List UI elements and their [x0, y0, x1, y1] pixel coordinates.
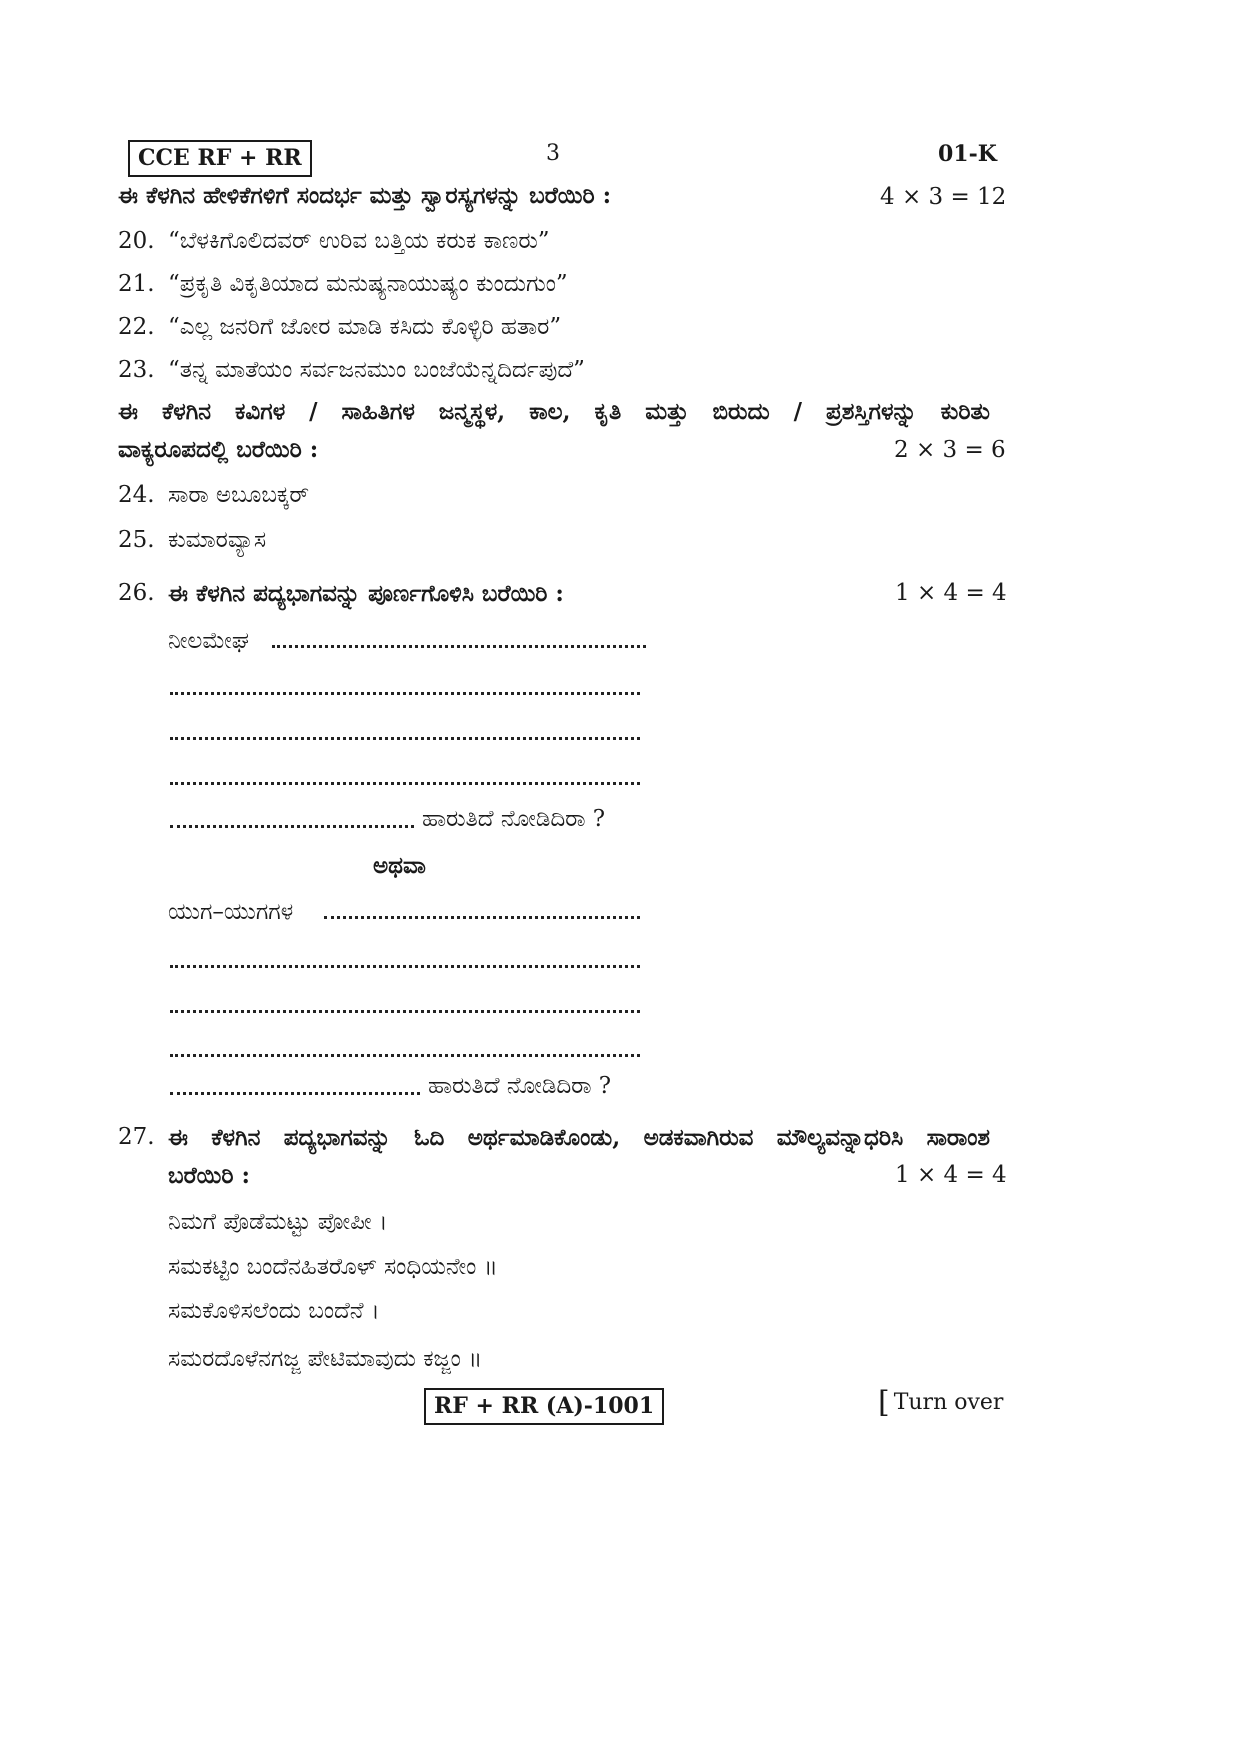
answer-blank	[170, 692, 640, 695]
question-number: 22.	[118, 314, 155, 340]
or-label: ಅಥವಾ	[373, 852, 426, 879]
bracket-glyph: [	[878, 1385, 890, 1420]
turn-over-note	[878, 1385, 1004, 1420]
poets-instruction-line2: ವಾಕ್ಯರೂಪದಲ್ಲಿ ಬರೆಯಿರಿ :	[118, 436, 319, 463]
poem-start-word: ನೀಲಮೇಘ	[168, 628, 250, 654]
poem-line: ಸಮರದೊಳೆನಗಜ್ಜ ಪೇಟಿಮಾವುದು ಕಜ್ಜಂ ॥	[168, 1346, 483, 1372]
poem-end-phrase: ಹಾರುತಿದೆ ನೋಡಿದಿರಾ ?	[422, 806, 606, 832]
question-text: ಸಾರಾ ಅಬೂಬಕ್ಕರ್	[168, 482, 310, 508]
turn-over-text: Turn over	[893, 1390, 1004, 1415]
question-text: “ತನ್ನ ಮಾತೆಯಂ ಸರ್ವಜನಮುಂ ಬಂಜೆಯೆನ್ನದಿರ್ದಪುದೆ”	[168, 357, 585, 383]
subject-code: 01-K	[938, 141, 997, 167]
question-text: “ಪ್ರಕೃತಿ ವಿಕೃತಿಯಾದ ಮನುಷ್ಯನಾಯುಷ್ಯಂ ಕುಂದುಗುಂ”	[168, 271, 568, 297]
answer-blank	[272, 645, 646, 648]
page-number: 3	[546, 141, 560, 166]
question-number: 27.	[118, 1124, 155, 1150]
question-number: 25.	[118, 527, 155, 553]
answer-blank	[324, 916, 640, 919]
paper-code-box: CCE RF + RR	[128, 140, 312, 177]
question-text: “ಬೆಳಕಿಗೊಲಿದವರ್ ಉರಿವ ಬತ್ತಿಯ ಕರುಕ ಕಾಣರು”	[168, 228, 550, 254]
question-text: “ಎಲ್ಲ ಜನರಿಗೆ ಜೋರ ಮಾಡಿ ಕಸಿದು ಕೊಳ್ಳಿರಿ ಹತಾರ”	[168, 314, 562, 340]
answer-blank	[170, 737, 640, 740]
answer-blank	[170, 782, 640, 785]
q27-instruction-line1: ಈ ಕೆಳಗಿನ ಪದ್ಯಭಾಗವನ್ನು ಓದಿ ಅರ್ಥಮಾಡಿಕೊಂಡು, ಅಡಕವಾಗಿರುವ ಮೌಲ್ಯವನ್ನಾಧರಿಸಿ ಸಾರಾಂಶ	[168, 1124, 990, 1151]
poem-line: ನಿಮಗೆ ಪೊಡೆಮಟ್ಟು ಪೋಪೀ ।	[168, 1209, 388, 1235]
question-number: 21.	[118, 271, 155, 297]
poem-line: ಸಮಕಟ್ಟಿಂ ಬಂದೆನಹಿತರೊಳ್ ಸಂಧಿಯನೇಂ ॥	[168, 1254, 498, 1280]
q27-marks: 1 × 4 = 4	[895, 1162, 1007, 1188]
question-number: 26.	[118, 580, 155, 606]
answer-blank	[170, 1092, 420, 1095]
question-number: 20.	[118, 228, 155, 254]
poets-marks: 2 × 3 = 6	[894, 437, 1006, 463]
poem-start-word: ಯುಗ–ಯುಗಗಳ	[168, 899, 294, 925]
answer-blank	[170, 1054, 640, 1057]
answer-blank	[170, 1010, 640, 1013]
question-number: 24.	[118, 482, 155, 508]
footer-code-box: RF + RR (A)-1001	[424, 1388, 664, 1425]
context-instruction: ಈ ಕೆಳಗಿನ ಹೇಳಿಕೆಗಳಿಗೆ ಸಂದರ್ಭ ಮತ್ತು ಸ್ವಾರಸ್ಯಗಳನ್ನು ಬರೆಯಿರಿ :	[118, 182, 612, 209]
question-number: 23.	[118, 357, 155, 383]
answer-blank	[170, 965, 640, 968]
answer-blank	[170, 825, 414, 828]
question-text: ಕುಮಾರವ್ಯಾಸ	[168, 527, 267, 553]
q27-instruction-line2: ಬರೆಯಿರಿ :	[168, 1162, 251, 1189]
poets-instruction-line1: ಈ ಕೆಳಗಿನ ಕವಿಗಳ / ಸಾಹಿತಿಗಳ ಜನ್ಮಸ್ಥಳ, ಕಾಲ, ಕೃತಿ ಮತ್ತು ಬಿರುದು / ಪ್ರಶಸ್ತಿಗಳನ್ನು ಕುರಿತು	[118, 398, 990, 425]
poem-line: ಸಮಕೊಳಿಸಲೆಂದು ಬಂದೆನೆ ।	[168, 1298, 380, 1324]
context-marks: 4 × 3 = 12	[880, 184, 1007, 210]
q26-instruction: ಈ ಕೆಳಗಿನ ಪದ್ಯಭಾಗವನ್ನು ಪೂರ್ಣಗೊಳಿಸಿ ಬರೆಯಿರಿ :	[168, 580, 564, 607]
q26-marks: 1 × 4 = 4	[895, 580, 1007, 606]
poem-end-phrase: ಹಾರುತಿದೆ ನೋಡಿದಿರಾ ?	[428, 1073, 612, 1099]
